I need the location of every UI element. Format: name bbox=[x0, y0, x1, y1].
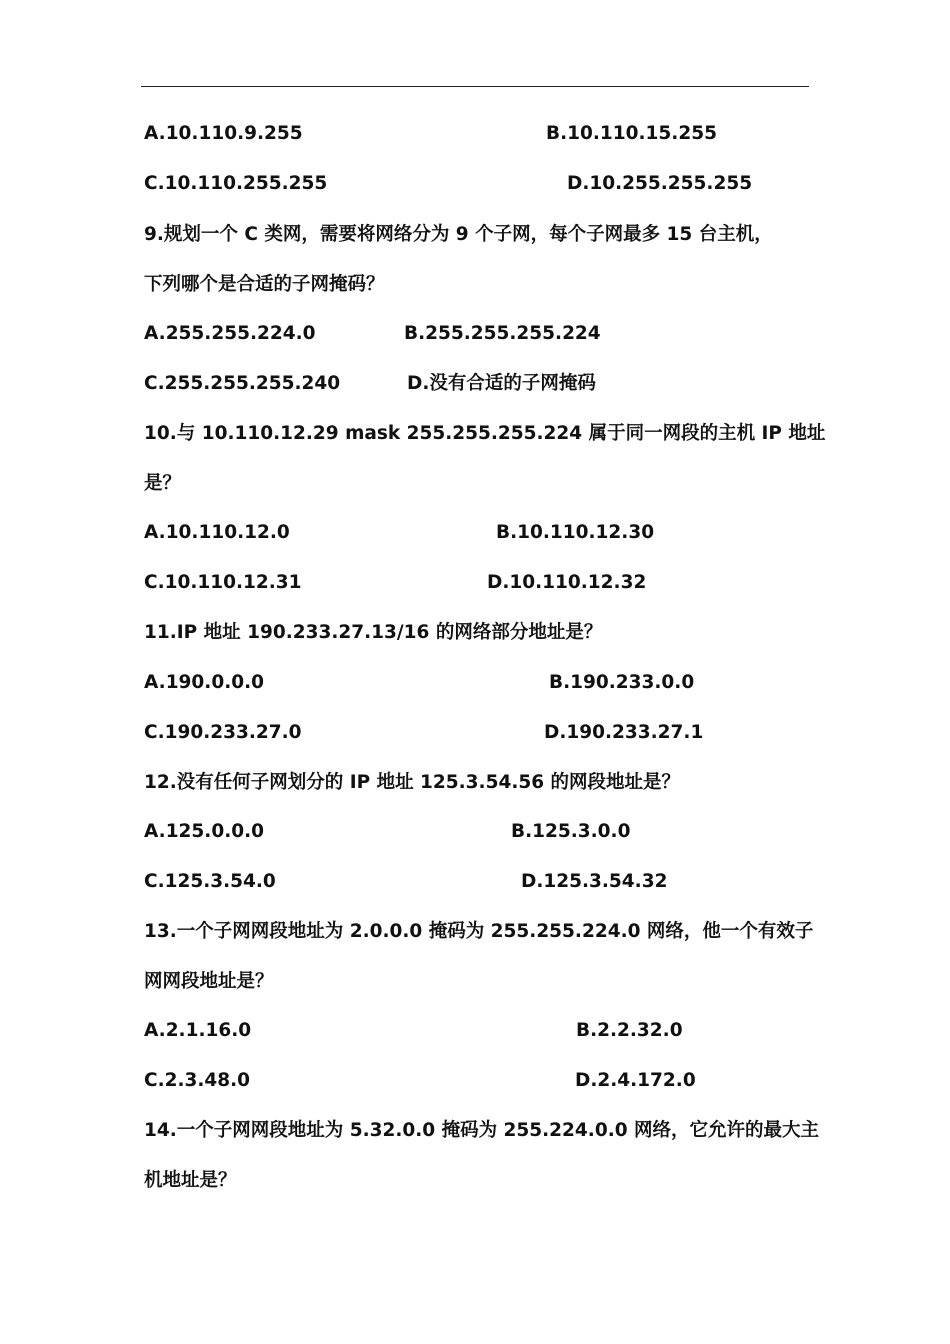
q13-text-line1: 13.一个子网网段地址为 2.0.0.0 掩码为 255.255.224.0 网络，他一个有效子 bbox=[144, 921, 814, 942]
q12-text-line1: 12.没有任何子网划分的 IP 地址 125.3.54.56 的网段地址是？ bbox=[144, 772, 681, 793]
q9-option-a: A.255.255.224.0 bbox=[144, 323, 316, 344]
q14-text-line2: 机地址是？ bbox=[144, 1170, 237, 1191]
q13-option-a: A.2.1.16.0 bbox=[144, 1020, 252, 1041]
q8-option-d: D.10.255.255.255 bbox=[567, 173, 753, 194]
q14-text-line1: 14.一个子网网段地址为 5.32.0.0 掩码为 255.224.0.0 网络，它允许的最大主 bbox=[144, 1120, 820, 1141]
q9-option-b: B.255.255.255.224 bbox=[404, 323, 601, 344]
q12-option-a: A.125.0.0.0 bbox=[144, 821, 265, 842]
q12-option-c: C.125.3.54.0 bbox=[144, 871, 276, 892]
q13-option-d: D.2.4.172.0 bbox=[575, 1070, 696, 1091]
q12-option-b: B.125.3.0.0 bbox=[511, 821, 631, 842]
q13-text-line2: 网网段地址是？ bbox=[144, 971, 274, 992]
q11-option-d: D.190.233.27.1 bbox=[544, 722, 704, 743]
q13-option-c: C.2.3.48.0 bbox=[144, 1070, 251, 1091]
q8-option-c: C.10.110.255.255 bbox=[144, 173, 328, 194]
q10-text-line2: 是？ bbox=[144, 473, 182, 494]
q11-text-line1: 11.IP 地址 190.233.27.13/16 的网络部分地址是？ bbox=[144, 622, 603, 643]
header-rule bbox=[141, 86, 809, 87]
q9-option-d: D.没有合适的子网掩码 bbox=[407, 373, 596, 394]
q8-option-b: B.10.110.15.255 bbox=[546, 123, 717, 144]
q9-text-line2: 下列哪个是合适的子网掩码？ bbox=[144, 274, 385, 295]
q12-option-d: D.125.3.54.32 bbox=[521, 871, 668, 892]
q8-option-a: A.10.110.9.255 bbox=[144, 123, 303, 144]
q9-option-c: C.255.255.255.240 bbox=[144, 373, 341, 394]
q11-option-c: C.190.233.27.0 bbox=[144, 722, 302, 743]
q10-option-c: C.10.110.12.31 bbox=[144, 572, 302, 593]
q13-option-b: B.2.2.32.0 bbox=[576, 1020, 683, 1041]
q10-option-b: B.10.110.12.30 bbox=[496, 522, 655, 543]
q10-option-d: D.10.110.12.32 bbox=[487, 572, 647, 593]
q11-option-b: B.190.233.0.0 bbox=[549, 672, 695, 693]
q10-option-a: A.10.110.12.0 bbox=[144, 522, 290, 543]
q10-text-line1: 10.与 10.110.12.29 mask 255.255.255.224 属于同一网段的主机 IP 地址 bbox=[144, 423, 826, 444]
q11-option-a: A.190.0.0.0 bbox=[144, 672, 265, 693]
q9-text-line1: 9.规划一个 C 类网，需要将网络分为 9 个子网，每个子网最多 15 台主机， bbox=[144, 224, 773, 245]
